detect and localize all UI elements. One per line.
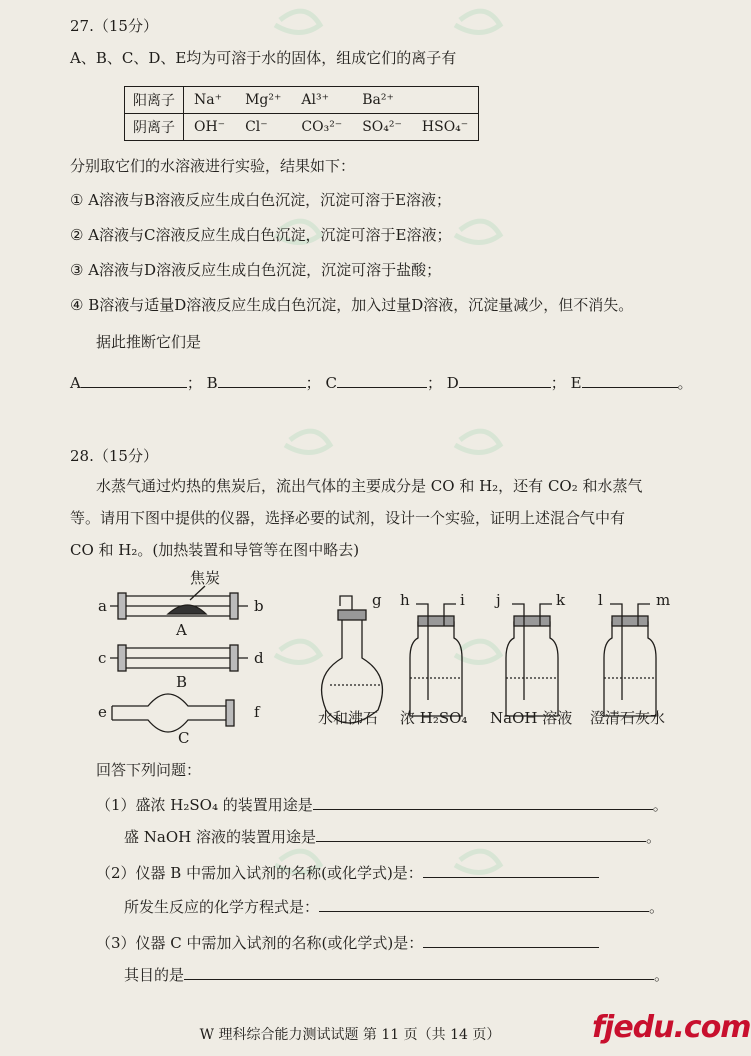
answer-intro: 回答下列问题： <box>96 761 202 779</box>
answer-c-label: C <box>325 374 337 392</box>
tube-name-a: A <box>176 621 187 639</box>
q27-result-4: ④ B溶液与适量D溶液反应生成白色沉淀，加入过量D溶液，沉淀量减少，但不消失。 <box>70 296 634 314</box>
ion-table <box>124 86 479 141</box>
answer-c-blank[interactable] <box>337 372 427 388</box>
sub3a-line <box>96 932 599 953</box>
answer-e-label: E <box>570 374 582 392</box>
sub3a-text: （3）仪器 C 中需加入试剂的名称(或化学式)是： <box>96 934 424 952</box>
q27-number: 27.（15分） <box>70 17 158 35</box>
port-k: k <box>556 591 566 609</box>
sub3b-text: 其目的是 <box>124 966 185 984</box>
sub1b-line: 盛 NaOH 溶液的装置用途是 。 <box>124 828 661 846</box>
caption-flask: 水和沸石 <box>318 709 379 727</box>
port-c: c <box>98 649 107 667</box>
tube-b <box>110 645 248 671</box>
answer-b-blank[interactable] <box>218 372 306 388</box>
sub1b-blank[interactable] <box>316 826 646 842</box>
port-h: h <box>400 591 410 609</box>
answer-b-label: B <box>206 374 218 392</box>
anion-label: 阴离子 <box>125 114 184 141</box>
tube-a <box>110 586 248 619</box>
sub2a-blank[interactable] <box>423 862 599 878</box>
port-i: i <box>460 591 465 609</box>
q27-result-2: ② A溶液与C溶液反应生成白色沉淀，沉淀可溶于E溶液； <box>70 226 452 244</box>
answer-e-blank[interactable] <box>582 372 678 388</box>
coke-label: 焦炭 <box>190 569 221 587</box>
port-f: f <box>254 703 260 721</box>
port-e: e <box>98 703 107 721</box>
answer-d-blank[interactable] <box>459 372 551 388</box>
cation-row <box>125 87 479 114</box>
tube-c <box>112 694 234 732</box>
page-footer: W 理科综合能力测试试题 第 11 页（共 14 页） <box>199 1027 501 1043</box>
q28-number: 28.（15分） <box>70 447 158 465</box>
anion-cl: Cl⁻ <box>235 114 291 141</box>
cation-na: Na⁺ <box>184 87 236 114</box>
cation-al: Al³⁺ <box>291 87 352 114</box>
anion-hso4: HSO₄⁻ <box>412 114 479 141</box>
sub3a-blank[interactable] <box>423 932 599 948</box>
sub1a-blank[interactable] <box>313 794 653 810</box>
anion-co3: CO₃²⁻ <box>291 114 352 141</box>
sub1b-text: 盛 NaOH 溶液的装置用途是 <box>124 828 316 846</box>
q28-para3: CO 和 H₂。(加热装置和导管等在图中略去) <box>70 541 360 559</box>
port-a: a <box>98 597 107 615</box>
answer-a-blank[interactable] <box>81 372 187 388</box>
cation-mg: Mg²⁺ <box>235 87 291 114</box>
sub2b-line: 所发生反应的化学方程式是： 。 <box>124 898 665 916</box>
sub1a-line: （1）盛浓 H₂SO₄ 的装置用途是 。 <box>96 796 668 814</box>
port-d: d <box>254 649 264 667</box>
site-logo: fjedu.com <box>592 1010 751 1045</box>
q27-intro: A、B、C、D、E均为可溶于水的固体，组成它们的离子有 <box>70 49 457 67</box>
caption-naoh: NaOH 溶液 <box>490 709 573 727</box>
q27-results-intro: 分别取它们的水溶液进行实验，结果如下： <box>70 157 356 175</box>
q27-result-3: ③ A溶液与D溶液反应生成白色沉淀，沉淀可溶于盐酸； <box>70 261 442 279</box>
port-b: b <box>254 597 264 615</box>
port-g: g <box>372 591 382 609</box>
sub3b-line: 其目的是 。 <box>124 966 670 984</box>
q28-para2: 等。请用下图中提供的仪器，选择必要的试剂，设计一个实验，证明上述混合气中有 <box>70 509 626 527</box>
bottle-naoh <box>506 604 558 716</box>
q28-para1: 水蒸气通过灼热的焦炭后，流出气体的主要成分是 CO 和 H₂，还有 CO₂ 和水蒸气 <box>96 477 643 495</box>
caption-limewater: 澄清石灰水 <box>590 709 666 727</box>
sub2b-text: 所发生反应的化学方程式是： <box>124 898 320 916</box>
sub2a-text: （2）仪器 B 中需加入试剂的名称(或化学式)是： <box>96 864 423 882</box>
cation-label: 阳离子 <box>125 87 184 114</box>
sub2b-blank[interactable] <box>319 896 649 912</box>
sub1a-text: （1）盛浓 H₂SO₄ 的装置用途是 <box>96 796 313 814</box>
q27-infer: 据此推断它们是 <box>96 333 202 351</box>
q27-result-1: ① A溶液与B溶液反应生成白色沉淀，沉淀可溶于E溶液； <box>70 191 452 209</box>
port-l: l <box>598 591 603 609</box>
round-flask <box>322 596 383 723</box>
sub3b-blank[interactable] <box>184 964 654 980</box>
bottle-h2so4 <box>410 604 462 716</box>
port-j: j <box>496 591 501 609</box>
port-m: m <box>656 591 671 609</box>
q27-answer-line: A ； B ； C ； D ； E 。 <box>70 374 693 392</box>
anion-so4: SO₄²⁻ <box>352 114 412 141</box>
tube-name-c: C <box>178 729 190 747</box>
caption-h2so4: 浓 H₂SO₄ <box>400 709 468 727</box>
anion-oh: OH⁻ <box>184 114 236 141</box>
bottle-limewater <box>604 604 656 716</box>
cation-ba: Ba²⁺ <box>352 87 412 114</box>
answer-d-label: D <box>446 374 459 392</box>
anion-row <box>125 114 479 141</box>
sub2a-line <box>96 862 599 883</box>
answer-a-label: A <box>70 374 81 392</box>
tube-name-b: B <box>176 673 188 691</box>
